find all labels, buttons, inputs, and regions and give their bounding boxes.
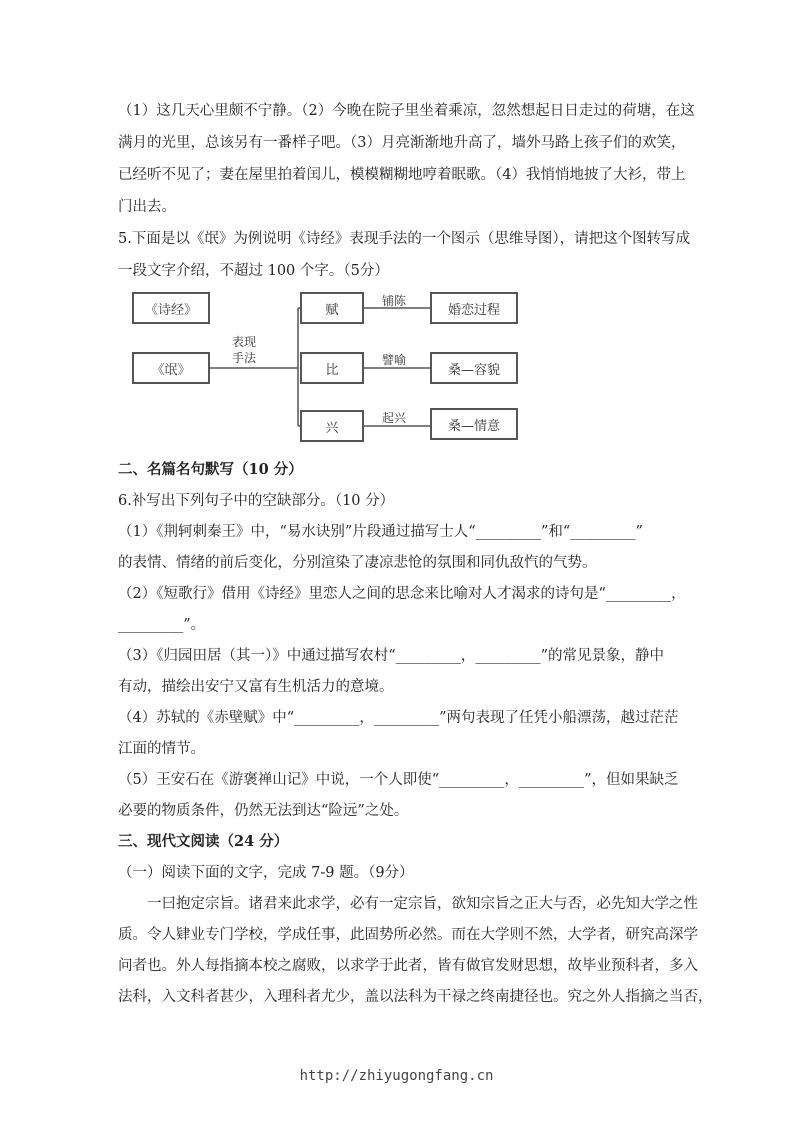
- shijing-box: 《诗经》: [132, 292, 210, 324]
- question-6-prompt: 6.补写出下列句子中的空缺部分。（10 分）: [118, 493, 395, 509]
- fu-box: 赋: [300, 292, 364, 324]
- passage-line: 满月的光里，总该另有一番样子吧。（3）月亮渐渐地升高了，墙外马路上孩子们的欢笑，: [118, 135, 686, 151]
- item-2-line: （2）《短歌行》借用《诗经》里恋人之间的思念来比喻对人才渴求的诗句是“_________，: [118, 586, 686, 602]
- shoufa-label: 手法: [232, 351, 257, 365]
- meng-box: 《氓》: [132, 352, 210, 384]
- passage-line: 问者也。外人每指摘本校之腐败，以求学于此者，皆有做官发财思想，故毕业预科者，多入: [118, 958, 698, 974]
- item-1-line: 的表情、情绪的前后变化，分别渲染了凄凉悲怆的氛围和同仇敌忾的气势。: [118, 555, 597, 571]
- qixing-label: 起兴: [382, 411, 407, 425]
- question-5-line: 5.下面是以《氓》为例说明《诗经》表现手法的一个图示（思维导图），请把这个图转写成: [118, 231, 691, 247]
- item-4-line: 江面的情节。: [118, 741, 205, 757]
- passage-line: 质。令人肄业专门学校，学成任事，此固势所必然。而在大学则不然，大学者，研究高深学: [118, 927, 698, 943]
- puchen-label: 铺陈: [382, 294, 407, 308]
- sang-qingyi-box: 桑—情意: [430, 408, 518, 440]
- passage-line: 门出去。: [118, 199, 176, 215]
- section-3-heading: 三、现代文阅读（24 分）: [118, 833, 289, 850]
- sang-rongmao-box: 桑—容貌: [430, 352, 518, 384]
- mind-map-diagram: [128, 288, 523, 440]
- item-5-line: 必要的物质条件，仍然无法到达“险远”之处。: [118, 803, 409, 819]
- biaoxian-label: 表现: [232, 335, 257, 349]
- passage-line: 一曰抱定宗旨。诸君来此求学，必有一定宗旨，欲知宗旨之正大与否，必先知大学之性: [147, 896, 698, 912]
- question-5-line: 一段文字介绍，不超过 100 个字。（5分）: [118, 263, 389, 279]
- xing-box: 兴: [300, 410, 364, 442]
- hunlian-box: 婚恋过程: [430, 292, 518, 324]
- passage-line: 已经听不见了；妻在屋里拍着闰儿，模模糊糊地哼着眠歌。（4）我悄悄地披了大衫，带上: [118, 167, 686, 183]
- bi-box: 比: [300, 352, 364, 384]
- biyu-label: 譬喻: [382, 353, 407, 367]
- section-3-subheading: （一）阅读下面的文字，完成 7-9 题。（9分）: [118, 865, 414, 881]
- footer-url: http://zhiyugongfang.cn: [299, 1068, 494, 1084]
- item-2-line: _________”。: [118, 617, 206, 633]
- passage-line: 法科，入文科者甚少，入理科者尤少，盖以法科为干禄之终南捷径也。究之外人指摘之当否，: [118, 989, 713, 1005]
- item-3-line: （3）《归园田居（其一）》中通过描写农村“_________，_________”的常见景象，静中: [118, 648, 665, 664]
- item-3-line: 有动，描绘出安宁又富有生机活力的意境。: [118, 679, 394, 695]
- passage-line: （1）这几天心里颇不宁静。（2）今晚在院子里坐着乘凉，忽然想起日日走过的荷塘，在这: [118, 103, 695, 119]
- item-5-line: （5）王安石在《游褒禅山记》中说，一个人即使“_________，_________”，但如果缺乏: [118, 772, 679, 788]
- item-1-line: （1）《荆轲刺秦王》中，“易水诀别”片段通过描写士人“_________”和“_________”: [118, 524, 643, 540]
- item-4-line: （4）苏轼的《赤壁赋》中“_________，_________”两句表现了任凭小船漂荡，越过茫茫: [118, 710, 679, 726]
- section-2-heading: 二、名篇名句默写（10 分）: [118, 461, 303, 478]
